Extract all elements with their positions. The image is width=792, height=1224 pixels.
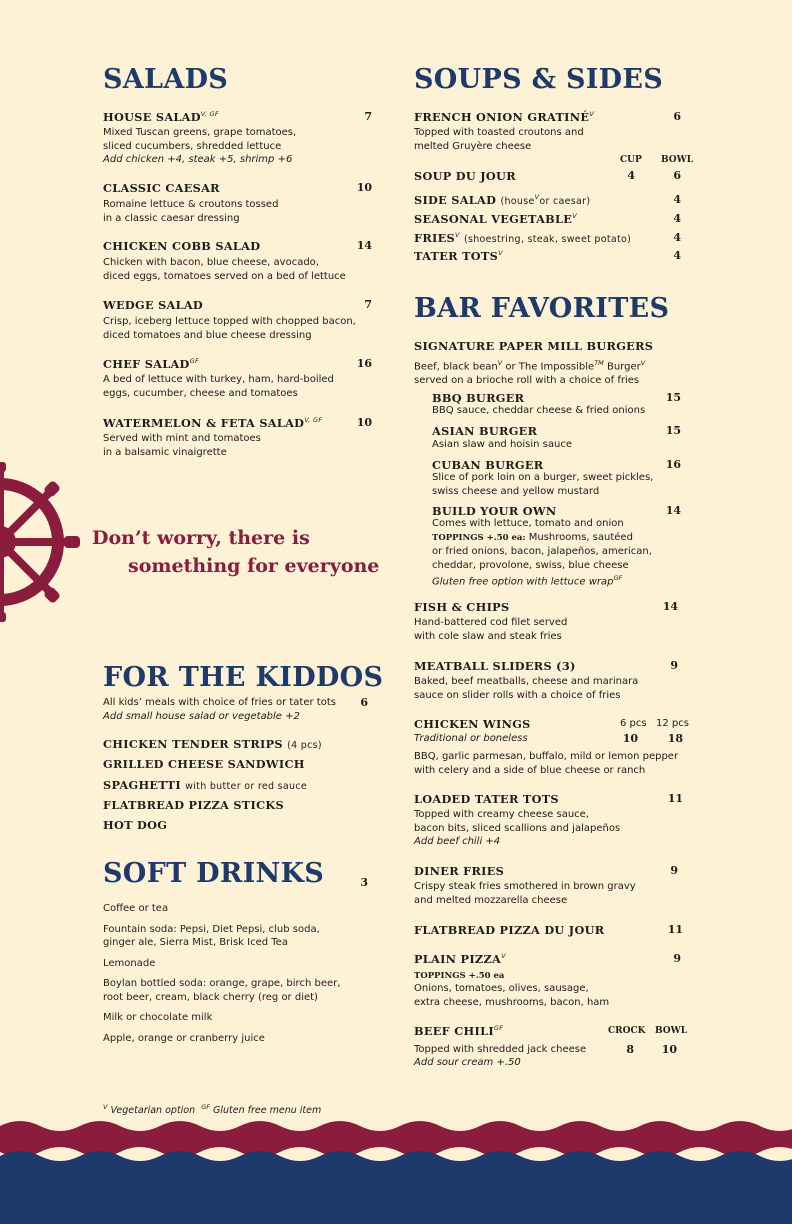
soups-heading: SOUPS & SIDES <box>414 64 664 95</box>
wave-band-navy <box>0 1151 792 1224</box>
kiddos-addon: Add small house salad or vegetable +2 <box>103 710 300 722</box>
item-description: Served with mint and tomatoes <box>103 433 261 444</box>
kiddos-note: All kids’ meals with choice of fries or tater tots <box>103 697 336 708</box>
toppings: cheddar, provolone, swiss, blue cheese <box>432 559 629 571</box>
item-description: BBQ sauce, cheddar cheese & fried onions <box>432 405 646 416</box>
item-description: sliced cucumbers, shredded lettuce <box>103 140 282 152</box>
item-price: 10 <box>356 181 372 194</box>
item-description: Beef, black bean$^V$ or The Impossible™ Burger$^V$ <box>414 359 646 373</box>
gf-option: Gluten free option with lettuce wrap$^{GF}$ <box>432 574 623 588</box>
item-description: Topped with toasted croutons and <box>414 127 584 138</box>
kiddos-item: GRILLED CHEESE SANDWICH <box>103 757 305 771</box>
item-name: CLASSIC CAESAR <box>103 181 220 195</box>
item-price: 16 <box>665 458 681 471</box>
item-description: and melted mozzarella cheese <box>414 894 568 906</box>
item-description: with cole slaw and steak fries <box>414 630 562 642</box>
item-addon: Add chicken +4, steak +5, shrimp +6 <box>103 154 293 165</box>
item-description: Crisp, iceberg lettuce topped with chopped bacon, <box>103 316 356 327</box>
item-description: Topped with creamy cheese sauce, <box>414 809 589 820</box>
veg-mark: V <box>589 110 595 119</box>
item-description: diced tomatoes and blue cheese dressing <box>103 329 312 341</box>
veg-gf-mark: V, GF <box>304 416 323 425</box>
item-name: SPAGHETTI <box>103 778 181 792</box>
item-description: Hand-battered cod filet served <box>414 617 568 628</box>
drink-item: root beer, cream, black cherry (reg or diet) <box>103 991 318 1003</box>
kiddos-item <box>103 737 322 751</box>
item-description: BBQ, garlic parmesan, buffalo, mild or lemon pepper <box>414 751 679 762</box>
tagline-line-1: Don’t worry, there is <box>92 527 310 549</box>
item-price: 4 <box>673 212 681 225</box>
item-name: BUILD YOUR OWN <box>432 504 557 518</box>
footnote: $^V$ Vegetarian option $^{GF}$ Gluten free menu item <box>103 1103 322 1117</box>
item-price: 10 <box>356 416 372 429</box>
wave-decoration <box>0 1120 792 1224</box>
salads-heading: SALADS <box>103 64 229 95</box>
item-name: CHICKEN WINGS <box>414 717 531 731</box>
item-addon: Add beef chili +4 <box>414 836 501 847</box>
item-name: BEEF CHILI <box>414 1024 494 1038</box>
item-price: 11 <box>667 792 683 805</box>
item-price: 15 <box>665 424 681 437</box>
bowl-label: BOWL <box>661 155 694 165</box>
gf-mark: GF <box>189 357 200 366</box>
tagline-line-2: something for everyone <box>128 555 380 577</box>
kiddos-item: HOT DOG <box>103 818 168 832</box>
item-description: in a balsamic vinaigrette <box>103 446 227 458</box>
veg-mark: V <box>103 1103 108 1111</box>
item-description: Topped with shredded jack cheese <box>414 1044 587 1055</box>
crock-price: 8 <box>626 1043 634 1056</box>
crock-label: CROCK <box>608 1026 646 1036</box>
bowl-price: 10 <box>661 1043 677 1056</box>
item-note: (4 pcs) <box>287 740 322 751</box>
wings-price-6: 10 <box>622 732 638 745</box>
wings-col-12: 12 pcs <box>656 718 689 729</box>
item-name: FRENCH ONION GRATINÉ <box>414 110 590 124</box>
item-name: PLAIN PIZZA <box>414 952 502 966</box>
item-name: MEATBALL SLIDERS (3) <box>414 659 576 673</box>
bowl-price: 6 <box>673 169 681 182</box>
item-name: CHEF SALAD <box>103 357 190 371</box>
wings-col-6: 6 pcs <box>620 718 647 729</box>
item-description: Romaine lettuce & croutons tossed <box>103 199 279 210</box>
kiddos-price: 6 <box>360 696 368 709</box>
veg-gf-mark: V, GF <box>200 110 219 119</box>
item-name: DINER FRIES <box>414 864 505 878</box>
item-price: 14 <box>662 600 678 613</box>
item-description: in a classic caesar dressing <box>103 212 240 224</box>
wings-price-12: 18 <box>667 732 683 745</box>
item-name: SIDE SALAD <box>414 193 497 207</box>
item-name: WEDGE SALAD <box>103 298 204 312</box>
ship-wheel-icon <box>0 462 80 622</box>
item-description: sauce on slider rolls with a choice of fries <box>414 689 621 701</box>
item-name: CUBAN BURGER <box>432 458 544 472</box>
item-price: 4 <box>673 193 681 206</box>
item-name: ASIAN BURGER <box>432 424 538 438</box>
item-name: CHICKEN TENDER STRIPS <box>103 737 283 751</box>
item-description: Mixed Tuscan greens, grape tomatoes, <box>103 127 297 138</box>
item-name: HOUSE SALAD <box>103 110 201 124</box>
item-price: 16 <box>356 357 372 370</box>
item-price: 9 <box>670 864 678 877</box>
toppings: TOPPINGS +.50 ea: Mushrooms, sautéed <box>432 531 633 543</box>
item-price: 11 <box>667 923 683 936</box>
item-name: CHICKEN COBB SALAD <box>103 239 261 253</box>
item-name: LOADED TATER TOTS <box>414 792 559 806</box>
wave-band-burgundy <box>0 1121 792 1157</box>
drinks-price: 3 <box>360 876 368 889</box>
item-description: served on a brioche roll with a choice of fries <box>414 374 640 386</box>
item-price: 7 <box>364 298 372 311</box>
item-description: Onions, tomatoes, olives, sausage, <box>414 983 589 994</box>
kiddos-heading: FOR THE KIDDOS <box>103 662 384 693</box>
item-description: A bed of lettuce with turkey, ham, hard-boiled <box>103 374 334 385</box>
kiddos-item <box>103 778 307 792</box>
drink-item: Boylan bottled soda: orange, grape, birch beer, <box>103 978 341 989</box>
item-name: BBQ BURGER <box>432 391 525 405</box>
item-description: melted Gruyère cheese <box>414 140 532 152</box>
item-description: Asian slaw and hoisin sauce <box>432 439 573 450</box>
item-price: 7 <box>364 110 372 123</box>
item-note: with butter or red sauce <box>185 781 308 792</box>
item-description: eggs, cucumber, cheese and tomatoes <box>103 387 298 399</box>
item-name: TATER TOTS <box>414 249 499 263</box>
item-price: 4 <box>673 231 681 244</box>
bar-heading: BAR FAVORITES <box>414 293 670 324</box>
item-addon: Add sour cream +.50 <box>414 1057 521 1068</box>
item-description: Slice of pork loin on a burger, sweet pickles, <box>432 472 654 483</box>
item-name: FRIES <box>414 231 455 245</box>
item-price: 15 <box>665 391 681 404</box>
wings-style: Traditional or boneless <box>414 733 528 744</box>
item-name: SIGNATURE PAPER MILL BURGERS <box>414 339 654 353</box>
item-description: with celery and a side of blue cheese or ranch <box>414 764 646 776</box>
item-description: Baked, beef meatballs, cheese and marinara <box>414 676 639 687</box>
item-description: Crispy steak fries smothered in brown gravy <box>414 881 636 892</box>
item-description: bacon bits, sliced scallions and jalapeños <box>414 822 621 834</box>
item-name: FISH & CHIPS <box>414 600 510 614</box>
drink-item: Milk or chocolate milk <box>103 1012 213 1023</box>
item-price: 4 <box>673 249 681 262</box>
drink-item: Fountain soda: Pepsi, Diet Pepsi, club soda, <box>103 923 320 935</box>
item-name: SOUP DU JOUR <box>414 169 516 183</box>
item-name: WATERMELON & FETA SALAD <box>103 416 305 430</box>
drink-item: Coffee or tea <box>103 903 169 914</box>
cup-price: 4 <box>627 169 635 182</box>
item-name: FLATBREAD PIZZA DU JOUR <box>414 923 605 937</box>
toppings: or fried onions, bacon, jalapeños, american, <box>432 546 652 557</box>
item-price: 9 <box>670 659 678 672</box>
gf-mark: GF <box>201 1103 210 1111</box>
item-description: diced eggs, tomatoes served on a bed of lettuce <box>103 270 346 282</box>
kiddos-item: FLATBREAD PIZZA STICKS <box>103 798 284 812</box>
item-description: extra cheese, mushrooms, bacon, ham <box>414 996 610 1008</box>
item-price: 9 <box>673 952 681 965</box>
drink-item: Lemonade <box>103 957 156 969</box>
item-price: 14 <box>665 504 681 517</box>
drink-item: Apple, orange or cranberry juice <box>103 1032 265 1044</box>
cup-label: CUP <box>620 155 642 165</box>
item-price: 6 <box>673 110 681 123</box>
drinks-heading: SOFT DRINKS <box>103 858 325 889</box>
bowl-label: BOWL <box>655 1026 688 1036</box>
item-price: 14 <box>356 239 372 252</box>
drink-item: ginger ale, Sierra Mist, Brisk Iced Tea <box>103 937 288 948</box>
item-description: Chicken with bacon, blue cheese, avocado, <box>103 257 319 268</box>
item-name: SEASONAL VEGETABLE <box>414 212 573 226</box>
toppings-label: TOPPINGS +.50 ea <box>414 971 505 981</box>
item-description: Comes with lettuce, tomato and onion <box>432 518 624 529</box>
item-description: swiss cheese and yellow mustard <box>432 485 600 497</box>
